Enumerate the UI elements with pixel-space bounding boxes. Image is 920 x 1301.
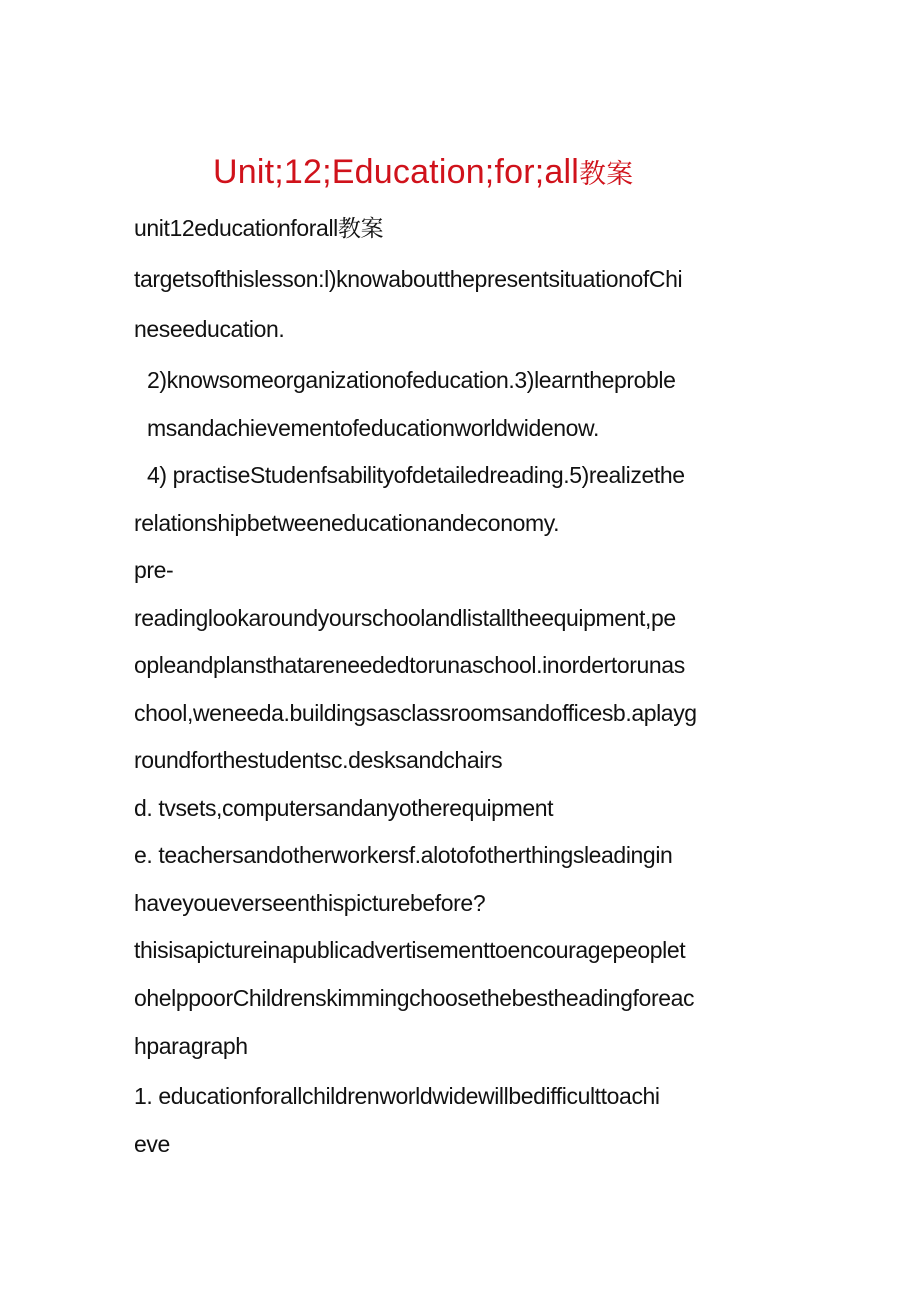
body-line: haveyoueverseenthispicturebefore? (134, 890, 486, 916)
body-line: neseeducation. (134, 316, 285, 342)
body-line: roundforthestudentsc.desksandchairs (134, 747, 503, 773)
body-line: pre- (134, 557, 174, 583)
body-line: 4) practiseStudenfsabilityofdetailedreading.5)realizethe (147, 462, 685, 488)
body-line: hparagraph (134, 1033, 248, 1059)
body-line: relationshipbetweeneducationandeconomy. (134, 510, 560, 536)
body-line: targetsofthislesson:l)knowaboutthepresentsituationofChi (134, 266, 683, 292)
document-title (213, 150, 633, 196)
body-line: e. teachersandotherworkersf.alotofotherthingsleadingin (134, 842, 673, 868)
body-line: opleandplansthatareneededtorunaschool.inordertorunas (134, 652, 685, 678)
body-line: unit12educationforall教案 (134, 215, 384, 241)
body-line: d. tvsets,computersandanyotherequipment (134, 795, 554, 821)
body-line: ohelppoorChildrenskimmingchoosethebestheadingforeac (134, 985, 695, 1011)
body-line: 1. educationforallchildrenworldwidewillbedifficulttoachi (134, 1083, 660, 1109)
body-line: chool,weneeda.buildingsasclassroomsandofficesb.aplayg (134, 700, 697, 726)
body-line: 2)knowsomeorganizationofeducation.3)learntheproble (147, 367, 676, 393)
title-text: Unit;12;Education;for;all (213, 153, 579, 191)
body-line: eve (134, 1131, 170, 1157)
body-line: msandachievementofeducationworldwidenow. (147, 415, 599, 441)
body-line: readinglookaroundyourschoolandlistalltheequipment,pe (134, 605, 676, 631)
body-line: thisisapictureinapublicadvertisementtoencouragepeoplet (134, 937, 686, 963)
title-suffix: 教案 (578, 159, 634, 189)
